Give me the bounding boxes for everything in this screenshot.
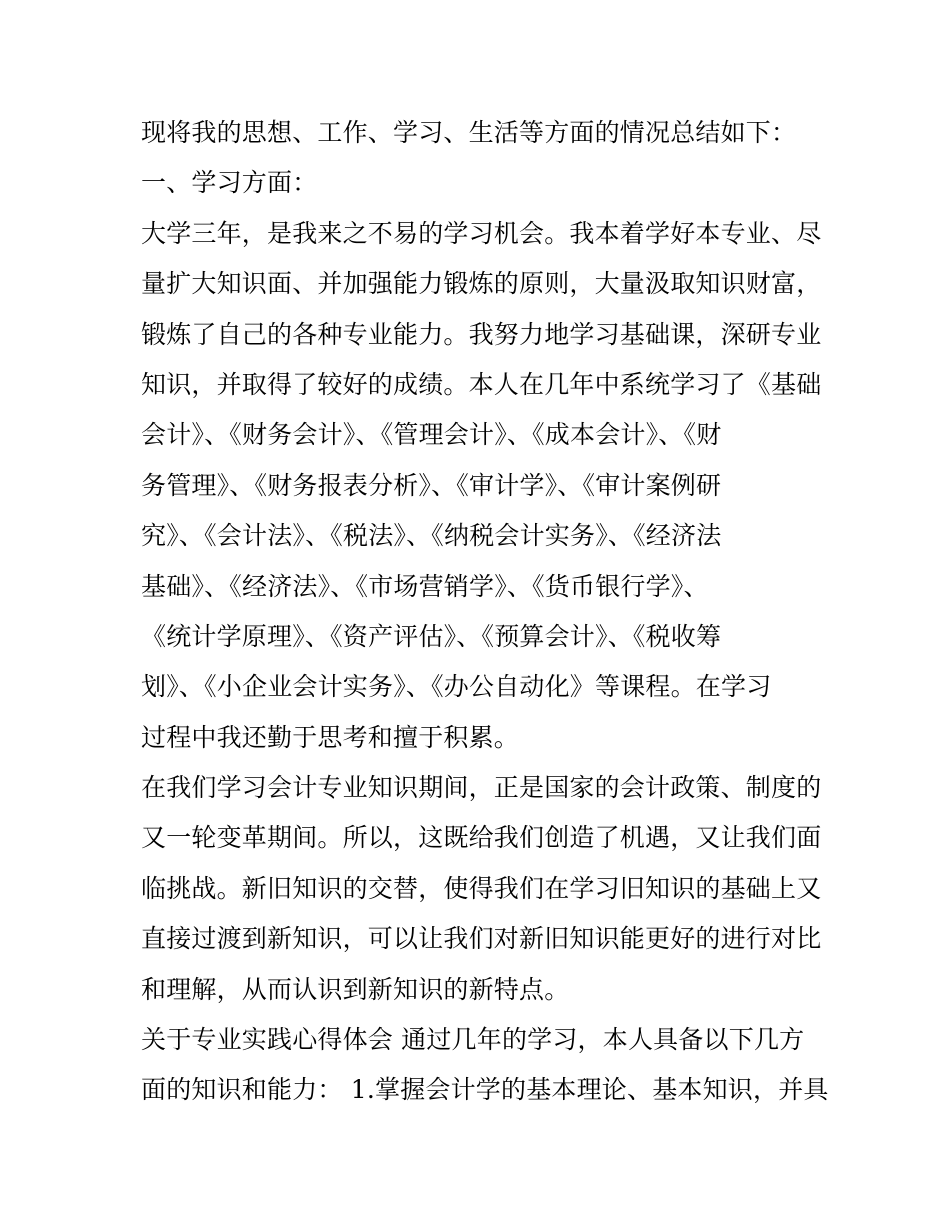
text-line: 现将我的思想、工作、学习、生活等方面的情况总结如下： [141,118,797,147]
text-line: 临挑战。新旧知识的交替，使得我们在学习旧知识的基础上又 [141,873,822,903]
text-line: 大学三年，是我来之不易的学习机会。我本着学好本专业、尽 [141,218,822,248]
text-line: 直接过渡到新知识，可以让我们对新旧知识能更好的进行对比 [141,924,822,954]
text-line: 基础》、《经济法》、《市场营销学》、《货币银行学》、 [141,571,709,601]
text-line: 《统计学原理》、《资产评估》、《预算会计》、《税收筹 [141,621,722,651]
text-line: 过程中我还勤于思考和擅于积累。 [141,722,520,752]
text-line: 量扩大知识面、并加强能力锻炼的原则，大量汲取知识财富， [141,269,822,299]
text-line: 和理解，从而认识到新知识的新特点。 [141,974,570,1004]
text-line: 划》、《小企业会计实务》、《办公自动化》等课程。在学习 [141,672,772,702]
text-line: 在我们学习会计专业知识期间，正是国家的会计政策、制度的 [141,773,822,803]
section-heading: 一、学习方面： [141,168,318,198]
text-line: 会计》、《财务会计》、《管理会计》、《成本会计》、《财 [141,420,722,450]
text-line: 知识，并取得了较好的成绩。本人在几年中系统学习了《基础 [141,369,822,399]
text-line: 锻炼了自己的各种专业能力。我努力地学习基础课，深研专业 [141,319,822,349]
text-line: 务管理》、《财务报表分析》、《审计学》、《审计案例研 [141,470,722,500]
text-line: 究》、《会计法》、《税法》、《纳税会计实务》、《经济法 [141,521,722,551]
text-line: 关于专业实践心得体会 通过几年的学习，本人具备以下几方 [141,1025,805,1055]
document-body [141,108,829,1116]
text-line: 面的知识和能力： 1.掌握会计学的基本理论、基本知识，并具 [141,1075,829,1105]
text-line: 又一轮变革期间。所以，这既给我们创造了机遇，又让我们面 [141,823,822,853]
